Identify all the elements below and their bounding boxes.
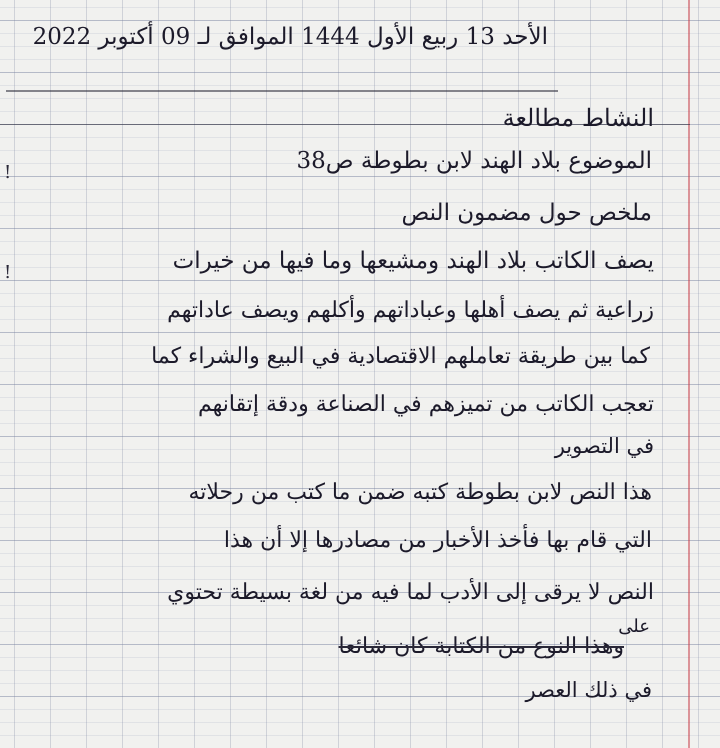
activity-heading: النشاط مطالعة bbox=[502, 104, 654, 132]
header-underline bbox=[6, 90, 558, 92]
summary-heading: ملخص حول مضمون النص bbox=[401, 200, 652, 226]
margin-mark: ! bbox=[4, 262, 12, 283]
topic-heading: الموضوع بلاد الهند لابن بطوطة ص38 bbox=[296, 148, 652, 174]
text-line: على bbox=[618, 616, 650, 637]
text-line: يصف الكاتب بلاد الهند ومشيعها وما فيها من خيرات bbox=[172, 248, 654, 274]
date-line: الأحد 13 ربيع الأول 1444 الموافق لـ 09 أكتوبر 2022 bbox=[32, 24, 548, 50]
text-line: كما بين طريقة تعاملهم الاقتصادية في البيع والشراء كما bbox=[151, 344, 650, 369]
text-line: في التصوير bbox=[554, 434, 654, 458]
text-line: تعجب الكاتب من تميزهم في الصناعة ودقة إتقانهم bbox=[198, 392, 654, 417]
text-line: وهذا النوع من الكتابة كان شائعا bbox=[338, 634, 624, 659]
text-line: النص لا يرقى إلى الأدب لما فيه من لغة بسيطة تحتوي bbox=[167, 580, 654, 605]
margin-line bbox=[688, 0, 690, 748]
text-line: التي قام بها فأخذ الأخبار من مصادرها إلا أن هذا bbox=[223, 528, 652, 553]
text-line: في ذلك العصر bbox=[525, 678, 652, 702]
margin-mark: ! bbox=[4, 162, 12, 183]
text-line: هذا النص لابن بطوطة كتبه ضمن ما كتب من رحلاته bbox=[188, 480, 652, 505]
text-line: زراعية ثم يصف أهلها وعباداتهم وأكلهم ويصف عاداتهم bbox=[167, 298, 654, 323]
